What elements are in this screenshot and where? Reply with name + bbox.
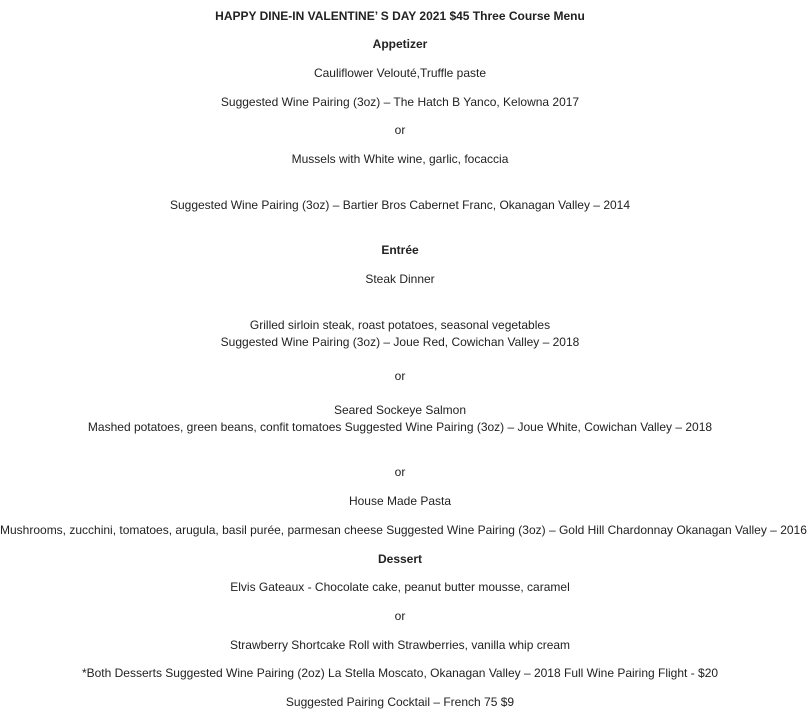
appetizer-pairing-2: Suggested Wine Pairing (3oz) – Bartier Bros Cabernet Franc, Okanagan Valley – 2014 xyxy=(169,198,631,212)
entree-heading: Entrée xyxy=(381,243,419,257)
dessert-heading: Dessert xyxy=(377,552,423,566)
menu-title: HAPPY DINE-IN VALENTINE’ S DAY 2021 $45 Three Course Menu xyxy=(215,9,585,23)
dessert-pairing: *Both Desserts Suggested Wine Pairing (2oz) La Stella Moscato, Okanagan Valley – 2018 Full Wine Pairing Flight - $20 xyxy=(81,666,719,680)
dessert-dish-2: Strawberry Shortcake Roll with Strawberries, vanilla whip cream xyxy=(229,638,571,652)
entree-pairing-1: Suggested Wine Pairing (3oz) – Joue Red, Cowichan Valley – 2018 xyxy=(220,335,580,349)
entree-or-2: or xyxy=(394,465,406,479)
dessert-dish-1: Elvis Gateaux - Chocolate cake, peanut butter mousse, caramel xyxy=(230,580,570,594)
appetizer-or: or xyxy=(394,123,406,137)
appetizer-heading: Appetizer xyxy=(372,37,428,51)
entree-dish-2-desc: Mashed potatoes, green beans, confit tomatoes Suggested Wine Pairing (3oz) – Joue White, Cowichan Valley – 2018 xyxy=(87,420,713,434)
appetizer-pairing-1: Suggested Wine Pairing (3oz) – The Hatch B Yanco, Kelowna 2017 xyxy=(220,95,580,109)
entree-dish-3-name: House Made Pasta xyxy=(348,494,452,508)
appetizer-dish-2: Mussels with White wine, garlic, focaccia xyxy=(291,152,509,166)
appetizer-dish-1: Cauliflower Velouté,Truffle paste xyxy=(313,66,487,80)
entree-or-1: or xyxy=(394,369,406,383)
dessert-or: or xyxy=(394,609,406,623)
entree-dish-1-name: Steak Dinner xyxy=(365,272,435,286)
entree-dish-3-desc: Mushrooms, zucchini, tomatoes, arugula, basil purée, parmesan cheese Suggested Wine Pairing (3oz) – Gold Hill Chardonnay Okanagan Valley – 2016 xyxy=(0,523,807,537)
entree-dish-1-desc: Grilled sirloin steak, roast potatoes, seasonal vegetables xyxy=(249,318,551,332)
entree-dish-2-name: Seared Sockeye Salmon xyxy=(333,403,467,417)
pairing-cocktail: Suggested Pairing Cocktail – French 75 $9 xyxy=(285,695,515,709)
